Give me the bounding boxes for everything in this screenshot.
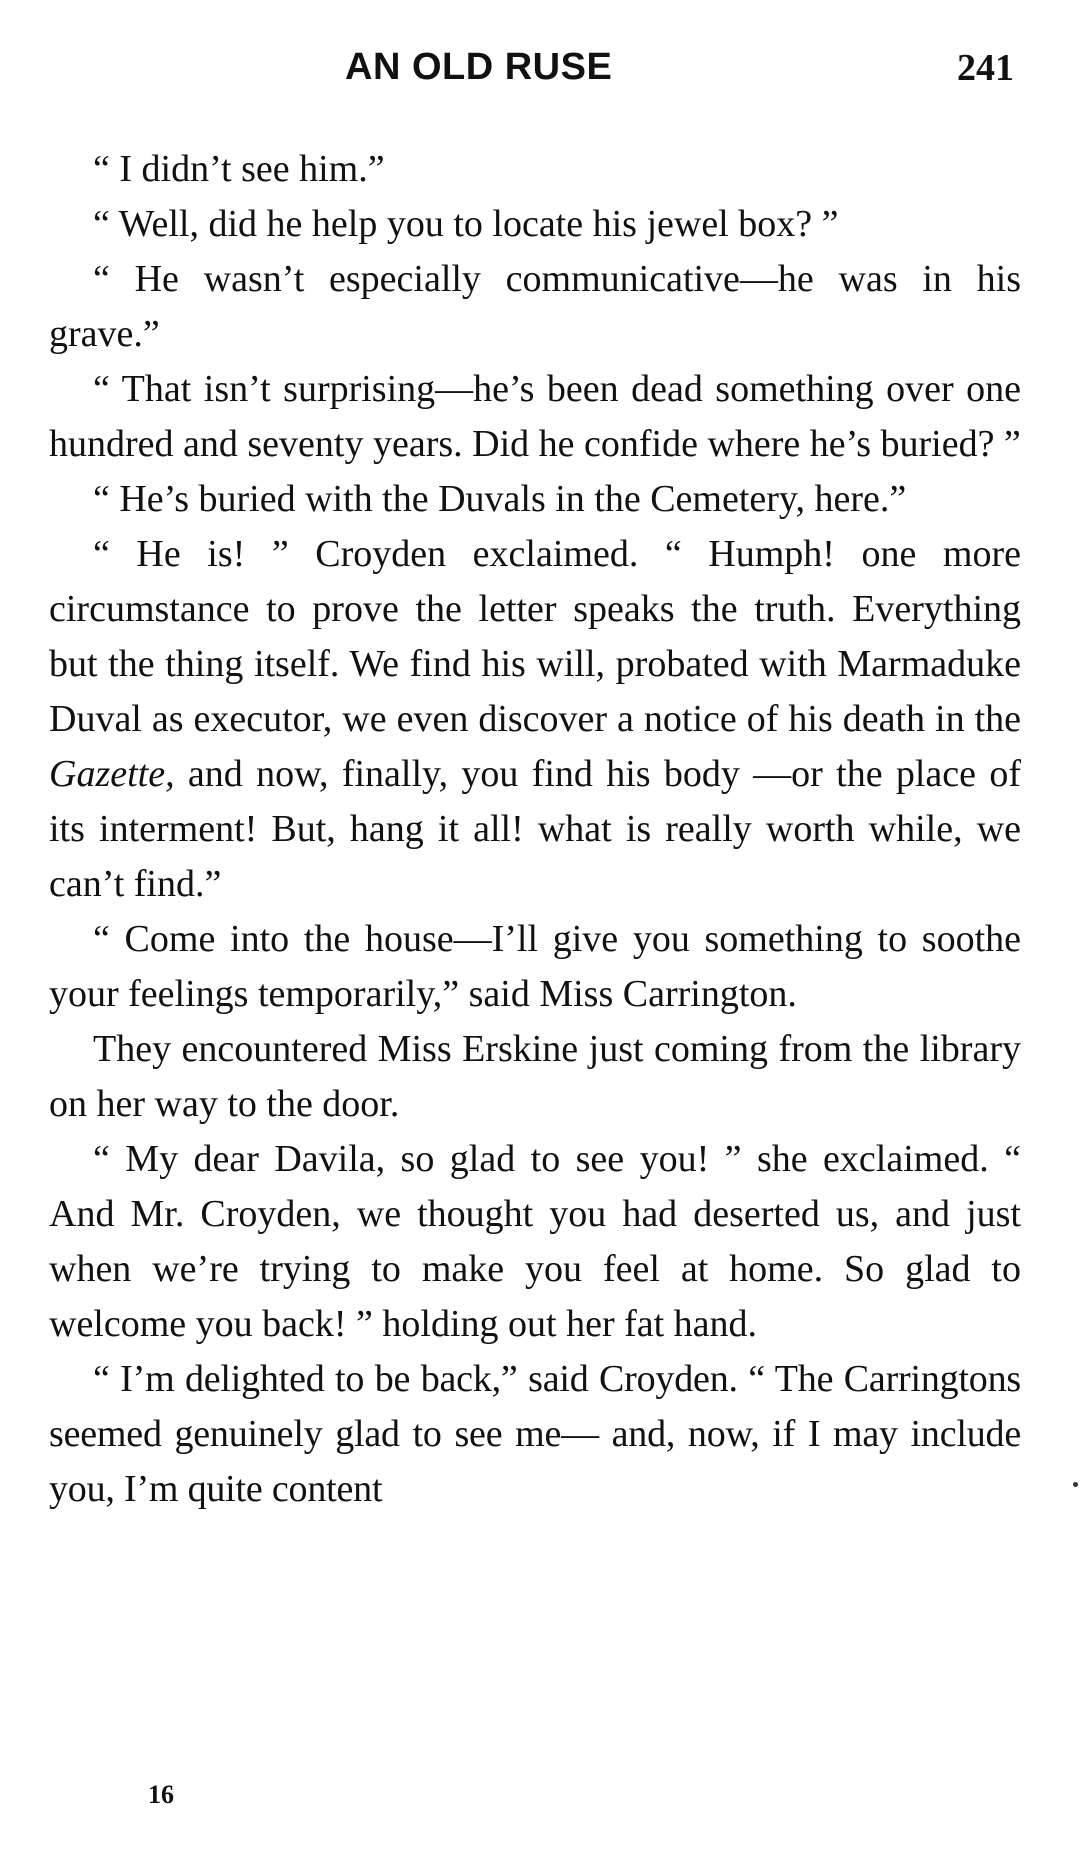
page-number: 241: [957, 47, 1014, 89]
paragraph: “ He’s buried with the Duvals in the Cemetery, here.”: [93, 478, 907, 520]
paragraph: They encountered Miss Erskine just coming from the library on her way to the door.: [49, 1028, 1021, 1125]
paragraph-text: and now, finally, you find his body —or the place of its interment! But, hang it all! what is really worth while, we can’t find.”: [49, 753, 1021, 905]
paragraph: “ I didn’t see him.”: [93, 148, 385, 190]
paragraph: “ He wasn’t especially communicative—he was in his grave.”: [49, 258, 1021, 355]
paragraph: “ I’m delighted to be back,” said Croyden. “ The Carringtons seemed genuinely glad to see me— and, now, if I may include you, I’m quite content: [49, 1358, 1021, 1510]
scan-speck: [1073, 1482, 1078, 1487]
running-head: [0, 46, 1082, 106]
running-title: AN OLD RUSE: [345, 46, 613, 88]
newspaper-title: Gazette,: [49, 753, 175, 795]
signature-mark: 16: [148, 1780, 174, 1809]
paragraph: “ My dear Davila, so glad to see you! ” she exclaimed. “ And Mr. Croyden, we thought you had deserted us, and just when we’re trying to make you feel at home. So glad to welcome you back! ” holding out her fat hand.: [49, 1138, 1021, 1345]
paragraph: “ Well, did he help you to locate his jewel box? ”: [93, 203, 839, 245]
paragraph-text: “ He is! ” Croyden exclaimed. “ Humph! one more circumstance to prove the letter speaks the truth. Everything but the thing itself. We find his will, probated with Marmaduke Duval as executor, we even discover a notice of his death in the: [49, 533, 1021, 740]
paragraph: “ That isn’t surprising—he’s been dead something over one hundred and seventy years. Did he confide where he’s buried? ”: [49, 368, 1021, 465]
paragraph: [49, 527, 1021, 912]
body-text: [49, 142, 1021, 1517]
paragraph: “ Come into the house—I’ll give you something to soothe your feelings temporarily,” said Miss Carrington.: [49, 918, 1021, 1015]
